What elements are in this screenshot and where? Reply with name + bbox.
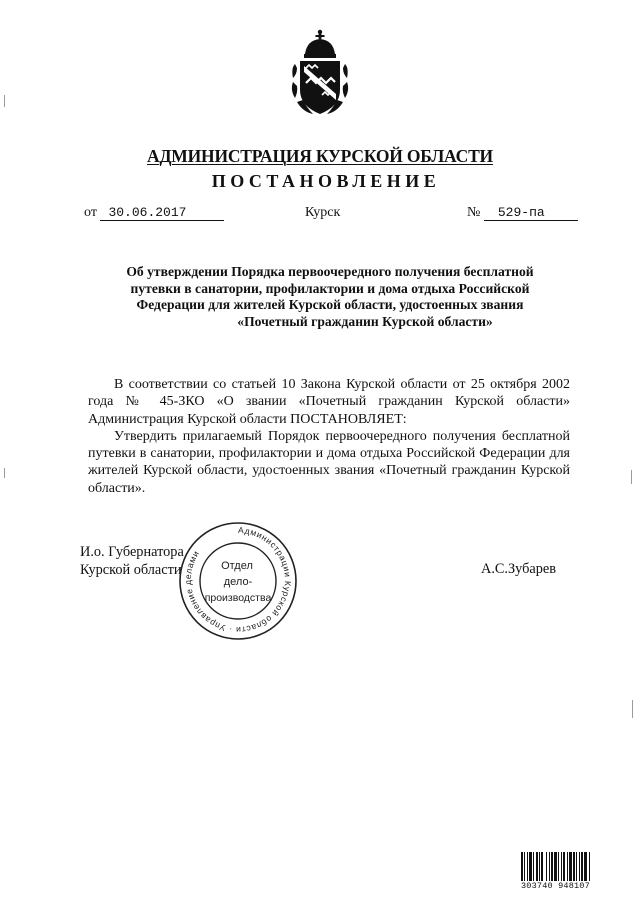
subject-line: Об утверждении Порядка первоочередного получения бесплатной <box>126 264 534 279</box>
position-line: И.о. Губернатора <box>80 544 184 560</box>
barcode-bar <box>539 852 540 881</box>
scan-edge-mark <box>4 468 5 478</box>
date-value: 30.06.2017 <box>100 205 224 221</box>
barcode-bar <box>533 852 534 881</box>
stamp-ring-text: Администрации Курской области · Управление делами <box>182 524 294 636</box>
body-paragraph: Утвердить прилагаемый Порядок первоочередного получения бесплатной путевки в санатории, профилактории и дома отдыха Российской Федерации для жителей Курской области, удостоенных звания «Почетный гражданин Курской области». <box>88 428 570 496</box>
barcode-bar <box>554 852 557 881</box>
signatory-name: А.С.Зубарев <box>481 561 556 577</box>
barcode-bar <box>527 852 528 881</box>
barcode-bar <box>536 852 538 881</box>
barcode-bar <box>541 852 543 881</box>
stamp-center-line: Отдел <box>221 560 253 572</box>
barcode-bar <box>549 852 550 881</box>
barcode-bar <box>567 852 568 881</box>
barcode-bar <box>551 852 553 881</box>
barcode-bar <box>573 852 575 881</box>
number-value: 529-па <box>484 205 578 221</box>
barcode-bar <box>546 852 547 881</box>
body-paragraph: В соответствии со статьей 10 Закона Курской области от 25 октября 2002 года № 45-ЗКО «О звании «Почетный гражданин Курской области» Администрация Курской области ПОСТАНОВЛЯЕТ: <box>88 377 570 427</box>
barcode-bar <box>529 852 532 881</box>
document-place: Курск <box>305 205 341 220</box>
barcode-bar <box>584 852 587 881</box>
barcode-bar <box>581 852 583 881</box>
barcode-bar <box>579 852 580 881</box>
barcode-bar <box>563 852 565 881</box>
date-prefix: от <box>84 205 97 220</box>
number-prefix: № <box>467 205 481 220</box>
stamp-center-line: дело- <box>223 576 253 588</box>
subject-line: Федерации для жителей Курской области, удостоенных звания <box>136 297 524 312</box>
scan-edge-mark <box>632 700 633 718</box>
organization-title: АДМИНИСТРАЦИЯ КУРСКОЙ ОБЛАСТИ <box>147 146 493 166</box>
barcode-bar <box>576 852 577 881</box>
stamp-center-line: производства <box>204 592 272 604</box>
document-date <box>84 205 224 221</box>
barcode-bar <box>569 852 572 881</box>
office-stamp <box>177 519 299 644</box>
scan-edge-mark <box>631 470 632 484</box>
document-subject <box>96 264 564 330</box>
document-body <box>88 376 570 497</box>
barcode-bar <box>561 852 562 881</box>
barcode-bar <box>521 852 523 881</box>
document-type-heading: ПОСТАНОВЛЕНИЕ <box>211 171 441 191</box>
barcode-bar <box>589 852 590 881</box>
barcode-bar <box>524 852 525 881</box>
barcode-bar <box>558 852 559 881</box>
position-line: Курской области <box>80 561 182 578</box>
scan-edge-mark <box>4 95 5 107</box>
subject-line: «Почетный гражданин Курской области» <box>237 313 493 329</box>
barcode-number: 303740 948107 <box>521 881 625 891</box>
document-number <box>467 205 578 221</box>
signatory-position <box>80 544 184 579</box>
kursk-coat-of-arms-icon <box>289 28 351 120</box>
subject-line: путевки в санатории, профилактории и дома отдыха Российской <box>130 280 530 296</box>
